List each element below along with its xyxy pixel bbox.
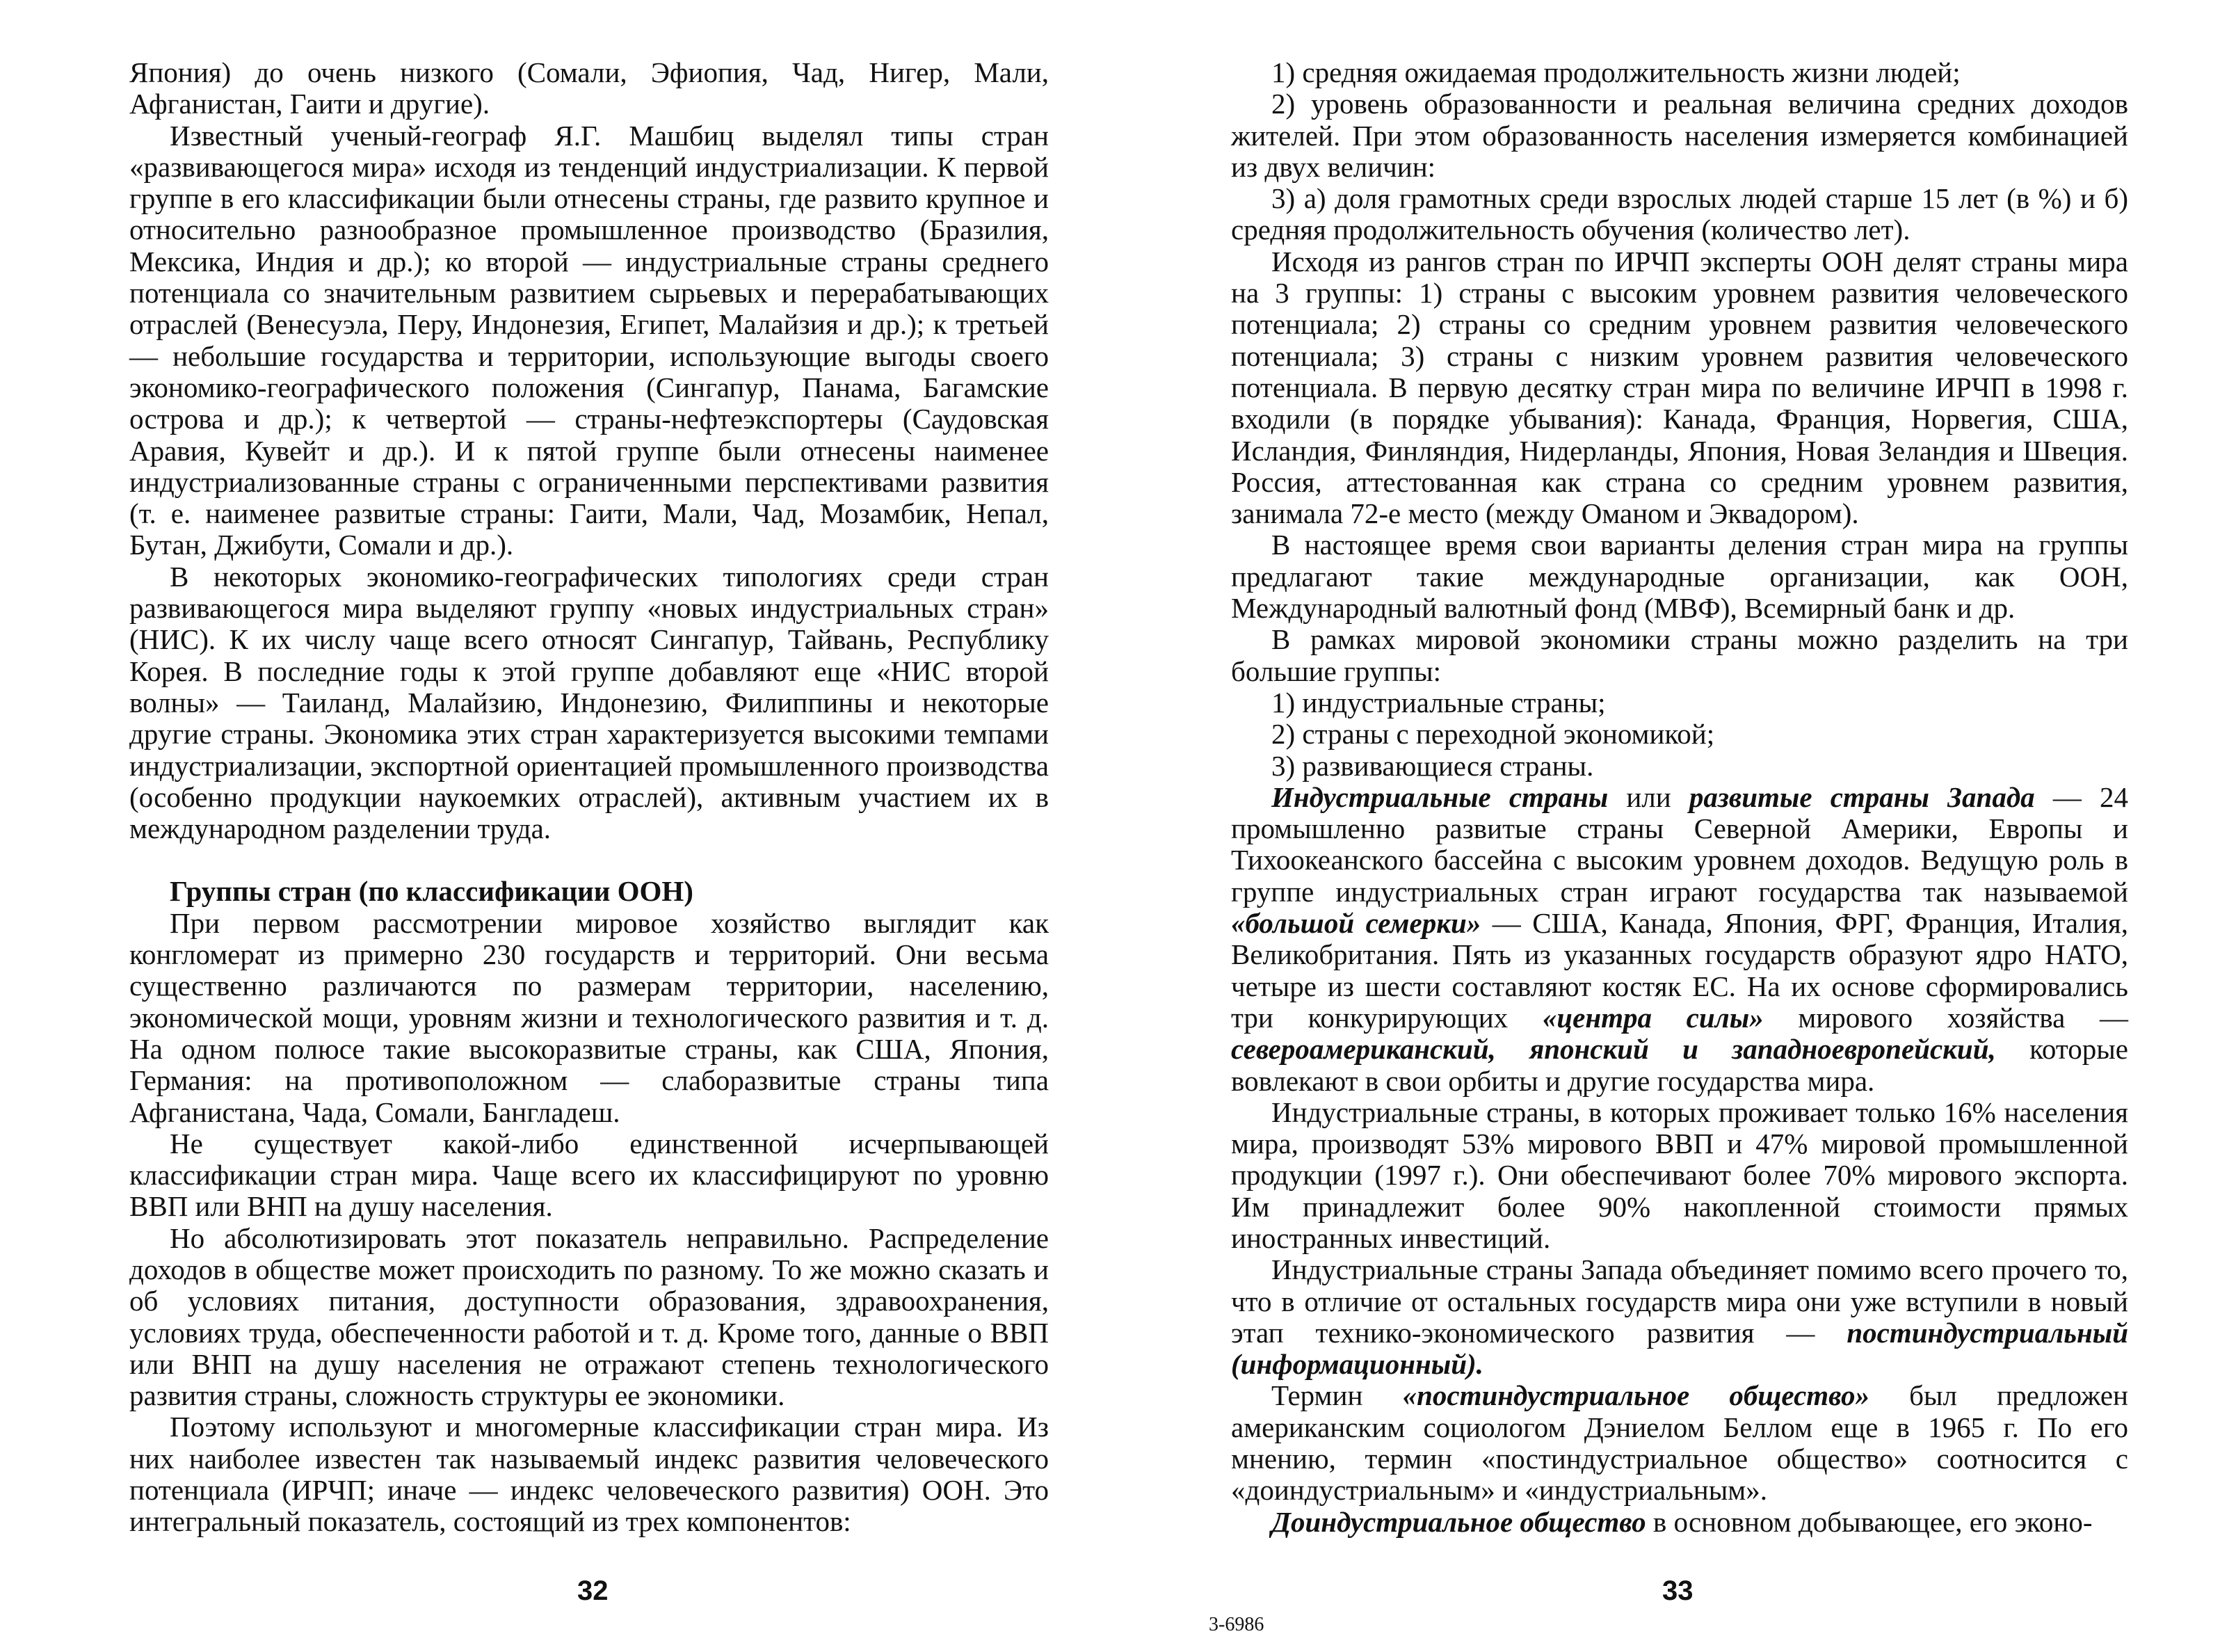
text-run: Индустриальные страны Запада объединяет помимо всего прочего то, что в отличие от остальных государств мира они уже вступили в новый этап технико-экономического развития —	[1231, 1253, 2128, 1349]
text-run: в основном добывающее, его эконо-	[1646, 1505, 2093, 1538]
left-page	[129, 57, 1049, 1573]
paragraph: В некоторых экономико-географических типологиях среди стран развивающегося мира выделяют группу «новых индустриальных стран» (НИС). К их числу чаще всего относят Сингапур, Тайвань, Республику Корея. В последние годы к этой группе добавляют еще «НИС второй волны» — Таиланд, Малайзию, Индонезию, Филиппины и некоторые другие страны. Экономика этих стран характеризуется высокими темпами индустриализации, экспортной ориентацией промышленного производства (особенно продукции наукоемких отраслей), активным участием их в международном разделении труда.	[129, 560, 1049, 845]
paragraph-term	[1231, 1380, 2128, 1506]
paragraph: Япония) до очень низкого (Сомали, Эфиопия, Чад, Нигер, Мали, Афганистан, Гаити и другие).	[129, 56, 1049, 120]
list-item: 1) средняя ожидаемая продолжительность жизни людей;	[1271, 56, 1961, 88]
paragraph: Индустриальные страны, в которых проживает только 16% населения мира, производят 53% мирового ВВП и 47% мировой промышленной продукции (1997 г.). Они обеспечивают более 70% мирового экспорта. Им принадлежит более 90% накопленной стоимости прямых иностранных инвестиций.	[1231, 1096, 2128, 1254]
paragraph: Но абсолютизировать этот показатель неправильно. Распределение доходов в обществе может происходить по разному. То же можно сказать и об условиях питания, доступности образования, здравоохранения, условиях труда, обеспеченности работой и т. д. Кроме того, данные о ВВП или ВНП на душу населения не отражают степень технологического развития страны, сложность структуры ее экономики.	[129, 1221, 1049, 1412]
right-page	[1231, 57, 2128, 1573]
text-run: был предложен американским социологом Дэниелом Беллом еще в 1965 г. По его мнению, термин «постиндустриальное общество» соотносится с «доиндустриальным» и «индустриальным».	[1231, 1379, 2128, 1507]
term-postindustrial-society: «постиндустриальное общество»	[1402, 1379, 1869, 1412]
text-run: — США, Канада, Япония, ФРГ, Франция, Италия, Великобритания. Пять из указанных государств образуют ядро НАТО, четыре из шести составляют костяк ЕС. На их основе сформировались три конкурирующих	[1231, 907, 2129, 1034]
term-centers-list: североамериканский, японский и западноевропейский,	[1231, 1033, 1996, 1066]
paragraph: При первом рассмотрении мировое хозяйство выглядит как конгломерат из примерно 230 государств и территорий. Они весьма существенно различаются по размерам территории, населению, экономической мощи, уровням жизни и технологического развития и т. д. На одном полюсе такие высокоразвитые страны, как США, Япония, Германия: на противоположном — слаборазвитые страны типа Афганистана, Чада, Сомали, Бангладеш.	[129, 906, 1049, 1128]
term-developed-west: развитые страны Запада	[1689, 780, 2035, 813]
printer-signature-mark: 3-6986	[1209, 1614, 1264, 1635]
term-preindustrial-society: Доиндустриальное общество	[1271, 1505, 1646, 1538]
list-item: 1) индустриальные страны;	[1271, 686, 1606, 719]
paragraph-preindustrial	[1231, 1507, 2128, 1538]
text-or: или	[1608, 780, 1689, 813]
list-item: 3) развивающиеся страны.	[1271, 749, 1594, 782]
list-item: 2) уровень образованности и реальная величина средних доходов жителей. При этом образованность населения измеряется комбинацией из двух величин:	[1231, 88, 2128, 183]
paragraph: Поэтому используют и многомерные классификации стран мира. Из них наиболее известен так называемый индекс развития человеческого потенциала (ИРЧП; иначе — индекс человеческого развития) ООН. Это интегральный показатель, состоящий из трех компонентов:	[129, 1411, 1049, 1538]
list-item: 2) страны с переходной экономикой;	[1271, 718, 1715, 751]
text-run: которые вовлекают в свои орбиты и другие государства мира.	[1231, 1033, 2129, 1097]
text-run: — 24 промышленно развитые страны Северной Америки, Европы и Тихоокеанского бассейна с высоким уровнем доходов. Ведущую роль в группе индустриальных стран играют государства так называемой	[1231, 780, 2129, 908]
paragraph: В рамках мировой экономики страны можно разделить на три большие группы:	[1231, 623, 2128, 687]
term-power-centers: «центра силы»	[1542, 1001, 1764, 1034]
term-postindustrial: постиндустриальный (информационный).	[1231, 1316, 2128, 1381]
paragraph: В настоящее время свои варианты деления стран мира на группы предлагают такие международные организации, как ООН, Международный валютный фонд (МВФ), Всемирный банк и др.	[1231, 529, 2128, 625]
term-industrial-countries: Индустриальные страны	[1271, 780, 1609, 813]
paragraph-industrial-countries	[1231, 782, 2128, 1097]
text-run: Термин	[1271, 1379, 1403, 1412]
paragraph: Известный ученый-географ Я.Г. Машбиц выделял типы стран «развивающегося мира» исходя из тенденций индустриализации. К первой группе в его классификации были отнесены страны, где развито крупное и относительно разнообразное промышленное производство (Бразилия, Мексика, Индия и др.); ко второй — индустриальные страны среднего потенциала со значительным развитием сырьевых и перерабатывающих отраслей (Венесуэла, Перу, Индонезия, Египет, Малайзия и др.); к третьей — небольшие государства и территории, использующие выгоды своего экономико-географического положения (Сингапур, Панама, Багамские острова и др.); к четвертой — страны-нефтеэкспортеры (Саудовская Аравия, Кувейт и др.). И к пятой группе были отнесены наименее индустриализованные страны с ограниченными перспективами развития (т. е. наименее развитые страны: Гаити, Мали, Чад, Мозамбик, Непал, Бутан, Джибути, Сомали и др.).	[129, 119, 1049, 561]
section-heading: Группы стран (по классификации ООН)	[170, 875, 693, 908]
term-big-seven: «большой семерки»	[1231, 907, 1481, 940]
text-run: мирового хозяйства —	[1763, 1001, 2128, 1034]
page-number-right: 33	[1662, 1575, 1694, 1606]
paragraph-postindustrial	[1231, 1254, 2128, 1380]
paragraph: Не существует какой-либо единственной исчерпывающей классификации стран мира. Чаще всего их классифицируют по уровню ВВП или ВНП на душу населения.	[129, 1127, 1049, 1223]
page-number-left: 32	[577, 1575, 609, 1606]
list-item: 3) а) доля грамотных среди взрослых людей старше 15 лет (в %) и б) средняя продолжительность обучения (количество лет).	[1231, 182, 2128, 246]
paragraph: Исходя из рангов стран по ИРЧП эксперты ООН делят страны мира на 3 группы: 1) страны с высоким уровнем развития человеческого потенциала; 2) страны со средним уровнем развития человеческого потенциала; 3) страны с низким уровнем развития человеческого потенциала. В первую десятку стран мира по величине ИРЧП в 1998 г. входили (в порядке убывания): Канада, Франция, Норвегия, США, Исландия, Финляндия, Нидерланды, Япония, Новая Зеландия и Швеция. Россия, аттестованная как страна со средним уровнем развития, занимала 72-е место (между Оманом и Эквадором).	[1231, 245, 2128, 530]
